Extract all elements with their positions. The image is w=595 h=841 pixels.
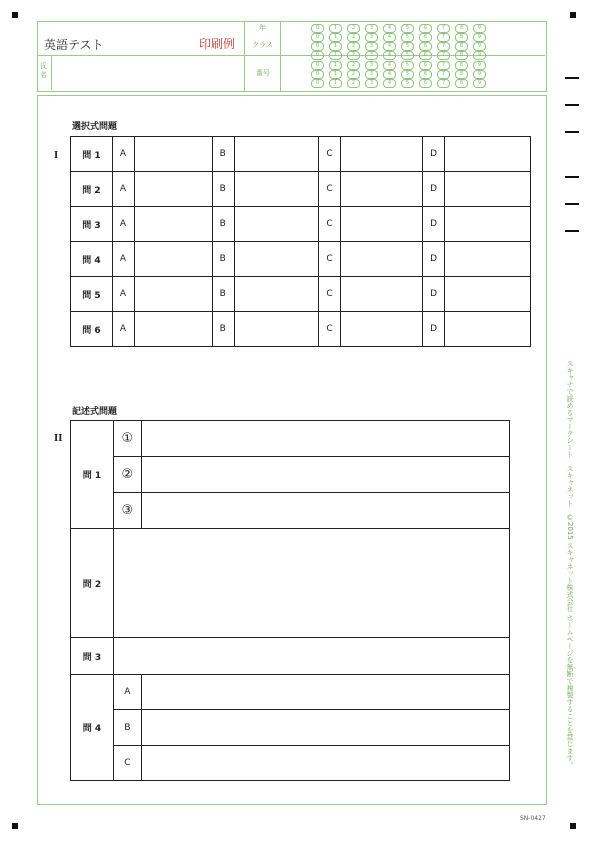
timing-mark [565, 104, 579, 106]
option-label: C [319, 172, 341, 207]
mark-bubble[interactable]: 8 [455, 51, 468, 60]
mark-bubble[interactable]: 1 [329, 79, 342, 88]
option-label: C [319, 312, 341, 347]
mark-bubble[interactable]: 1 [329, 70, 342, 79]
mark-bubble[interactable]: 0 [311, 61, 324, 70]
option-label: A [112, 277, 134, 312]
registration-mark [12, 823, 18, 829]
q4-label: 問 4 [71, 675, 114, 781]
section1-title: 選択式問題 [72, 122, 118, 132]
side-copyright-text: スキャナで読めるマークシート スキャネット ©2015 スキャネット株式会社 ホームページを無断で複製することを禁じます。 [566, 360, 574, 769]
q1-label: 問 1 [71, 421, 114, 529]
mark-bubble[interactable]: 6 [419, 61, 432, 70]
mark-bubble[interactable]: 8 [455, 61, 468, 70]
mark-bubble[interactable]: 3 [365, 79, 378, 88]
answer-field[interactable] [141, 675, 509, 710]
option-label: C [319, 207, 341, 242]
answer-field[interactable] [341, 207, 423, 242]
mark-bubble[interactable]: 8 [455, 33, 468, 42]
answer-field[interactable] [445, 137, 531, 172]
answer-field[interactable] [234, 137, 319, 172]
option-label: D [423, 207, 445, 242]
q4-sub-label: A [113, 675, 141, 710]
mark-bubble[interactable]: 3 [365, 70, 378, 79]
q1-sub-label: ③ [113, 493, 141, 529]
option-label: B [212, 312, 234, 347]
answer-field[interactable] [234, 277, 319, 312]
mark-bubble[interactable]: 7 [437, 79, 450, 88]
mark-bubble[interactable]: 0 [311, 42, 324, 51]
option-label: B [212, 277, 234, 312]
mark-bubble[interactable]: 3 [365, 33, 378, 42]
mark-bubble[interactable]: 9 [473, 24, 486, 33]
mark-bubble[interactable]: 4 [383, 33, 396, 42]
option-label: C [319, 137, 341, 172]
option-label: D [423, 312, 445, 347]
mark-bubble[interactable]: 6 [419, 79, 432, 88]
mark-bubble[interactable]: 6 [419, 33, 432, 42]
q3-label: 問 3 [71, 638, 114, 675]
mark-bubble[interactable]: 5 [401, 79, 414, 88]
mark-bubble[interactable]: 4 [383, 70, 396, 79]
question-label: 問 6 [71, 312, 113, 347]
section2-title: 記述式問題 [72, 407, 118, 417]
multiple-choice-table [70, 136, 531, 347]
mark-bubble[interactable]: 5 [401, 24, 414, 33]
q1-sub-label: ① [113, 421, 141, 457]
mark-bubble[interactable]: 3 [365, 24, 378, 33]
answer-field[interactable] [445, 207, 531, 242]
answer-field[interactable] [445, 277, 531, 312]
answer-field[interactable] [113, 638, 509, 675]
mark-bubble[interactable]: 2 [347, 51, 360, 60]
number-label: 番号 [256, 69, 270, 77]
registration-mark [570, 823, 576, 829]
mark-bubble[interactable]: 0 [311, 70, 324, 79]
mark-bubble[interactable]: 6 [419, 24, 432, 33]
option-label: B [212, 172, 234, 207]
mark-bubble[interactable]: 0 [311, 33, 324, 42]
option-label: A [112, 242, 134, 277]
timing-mark [565, 77, 579, 79]
mark-bubble[interactable]: 9 [473, 70, 486, 79]
answer-field[interactable] [234, 242, 319, 277]
answer-field[interactable] [113, 529, 509, 638]
question-label: 問 3 [71, 207, 113, 242]
timing-mark [565, 176, 579, 178]
mc-row [71, 312, 531, 347]
mark-bubble[interactable]: 5 [401, 42, 414, 51]
answer-field[interactable] [445, 312, 531, 347]
written-answer-table [70, 420, 510, 781]
mark-bubble[interactable]: 2 [347, 70, 360, 79]
answer-field[interactable] [141, 421, 509, 457]
option-label: D [423, 172, 445, 207]
mark-bubble[interactable]: 6 [419, 51, 432, 60]
answer-field[interactable] [341, 277, 423, 312]
mark-bubble[interactable]: 0 [311, 79, 324, 88]
option-label: D [423, 242, 445, 277]
header-box [37, 21, 547, 92]
mark-bubble[interactable]: 2 [347, 42, 360, 51]
mc-row [71, 172, 531, 207]
mark-bubble[interactable]: 1 [329, 42, 342, 51]
answer-field[interactable] [134, 277, 212, 312]
answer-field[interactable] [134, 242, 212, 277]
q1-sub-label: ② [113, 457, 141, 493]
mark-bubble[interactable]: 1 [329, 61, 342, 70]
name-label: 氏名 [40, 62, 47, 79]
mark-bubble[interactable]: 4 [383, 42, 396, 51]
mark-bubble[interactable]: 7 [437, 61, 450, 70]
mark-bubble[interactable]: 6 [419, 42, 432, 51]
answer-field[interactable] [134, 172, 212, 207]
answer-field[interactable] [445, 172, 531, 207]
mark-bubble[interactable]: 5 [401, 51, 414, 60]
mark-bubble[interactable]: 3 [365, 61, 378, 70]
answer-field[interactable] [134, 207, 212, 242]
option-label: B [212, 137, 234, 172]
mark-bubble[interactable]: 5 [401, 33, 414, 42]
mark-bubble[interactable]: 3 [365, 51, 378, 60]
mark-bubble[interactable]: 5 [401, 70, 414, 79]
question-label: 問 5 [71, 277, 113, 312]
mark-bubble[interactable]: 1 [329, 33, 342, 42]
mark-bubble[interactable]: 7 [437, 33, 450, 42]
option-label: A [112, 137, 134, 172]
question-label: 問 2 [71, 172, 113, 207]
mark-bubble[interactable]: 2 [347, 79, 360, 88]
timing-mark [565, 203, 579, 205]
mark-bubble[interactable]: 9 [473, 61, 486, 70]
option-label: C [319, 242, 341, 277]
year-label: 年 [259, 24, 266, 32]
mark-bubble[interactable]: 8 [455, 70, 468, 79]
answer-field[interactable] [234, 207, 319, 242]
mark-bubble[interactable]: 4 [383, 79, 396, 88]
mark-bubble[interactable]: 9 [473, 79, 486, 88]
answer-field[interactable] [141, 710, 509, 746]
mark-bubble[interactable]: 9 [473, 33, 486, 42]
answer-field[interactable] [445, 242, 531, 277]
mark-bubble[interactable]: 8 [455, 42, 468, 51]
mark-bubble[interactable]: 7 [437, 24, 450, 33]
class-label: クラス [252, 41, 273, 49]
mark-bubble[interactable]: 7 [437, 42, 450, 51]
option-label: D [423, 137, 445, 172]
answer-field[interactable] [141, 457, 509, 493]
mark-bubble[interactable]: 9 [473, 42, 486, 51]
option-label: A [112, 207, 134, 242]
mark-bubble[interactable]: 4 [383, 51, 396, 60]
mc-row [71, 137, 531, 172]
mark-bubble[interactable]: 6 [419, 70, 432, 79]
mark-bubble[interactable]: 3 [365, 42, 378, 51]
mark-bubble[interactable]: 7 [437, 51, 450, 60]
answer-field[interactable] [141, 746, 509, 781]
answer-field[interactable] [341, 312, 423, 347]
answer-field[interactable] [134, 312, 212, 347]
mark-bubble[interactable]: 1 [329, 24, 342, 33]
mark-bubble[interactable]: 0 [311, 24, 324, 33]
mark-bubble[interactable]: 2 [347, 33, 360, 42]
option-label: A [112, 312, 134, 347]
mark-bubble[interactable]: 5 [401, 61, 414, 70]
q2-label: 問 2 [71, 529, 114, 638]
mark-bubble[interactable]: 2 [347, 61, 360, 70]
section1-roman: I [54, 151, 59, 161]
mark-bubble[interactable]: 2 [347, 24, 360, 33]
footer-code: SN-0427 [520, 815, 546, 822]
answer-field[interactable] [234, 172, 319, 207]
answer-field[interactable] [341, 137, 423, 172]
test-title: 英語テスト [44, 38, 104, 52]
answer-field[interactable] [341, 242, 423, 277]
registration-mark [12, 12, 18, 18]
mc-row [71, 207, 531, 242]
answer-field[interactable] [134, 137, 212, 172]
mc-row [71, 242, 531, 277]
mc-row [71, 277, 531, 312]
timing-mark [565, 230, 579, 232]
section2-roman: II [54, 434, 63, 444]
answer-field[interactable] [341, 172, 423, 207]
mark-bubble[interactable]: 0 [311, 51, 324, 60]
mark-bubble[interactable]: 8 [455, 79, 468, 88]
q4-sub-label: C [113, 746, 141, 781]
registration-mark [570, 12, 576, 18]
answer-field[interactable] [141, 493, 509, 529]
mark-bubble[interactable]: 7 [437, 70, 450, 79]
print-sample-label: 印刷例 [199, 37, 236, 51]
option-label: D [423, 277, 445, 312]
question-label: 問 1 [71, 137, 113, 172]
option-label: A [112, 172, 134, 207]
answer-field[interactable] [234, 312, 319, 347]
mark-bubble[interactable]: 1 [329, 51, 342, 60]
mark-bubble[interactable]: 8 [455, 24, 468, 33]
timing-mark [565, 131, 579, 133]
mark-bubble[interactable]: 4 [383, 61, 396, 70]
option-label: B [212, 207, 234, 242]
question-label: 問 4 [71, 242, 113, 277]
mark-bubble[interactable]: 4 [383, 24, 396, 33]
q4-sub-label: B [113, 710, 141, 746]
option-label: C [319, 277, 341, 312]
option-label: B [212, 242, 234, 277]
mark-bubble[interactable]: 9 [473, 51, 486, 60]
